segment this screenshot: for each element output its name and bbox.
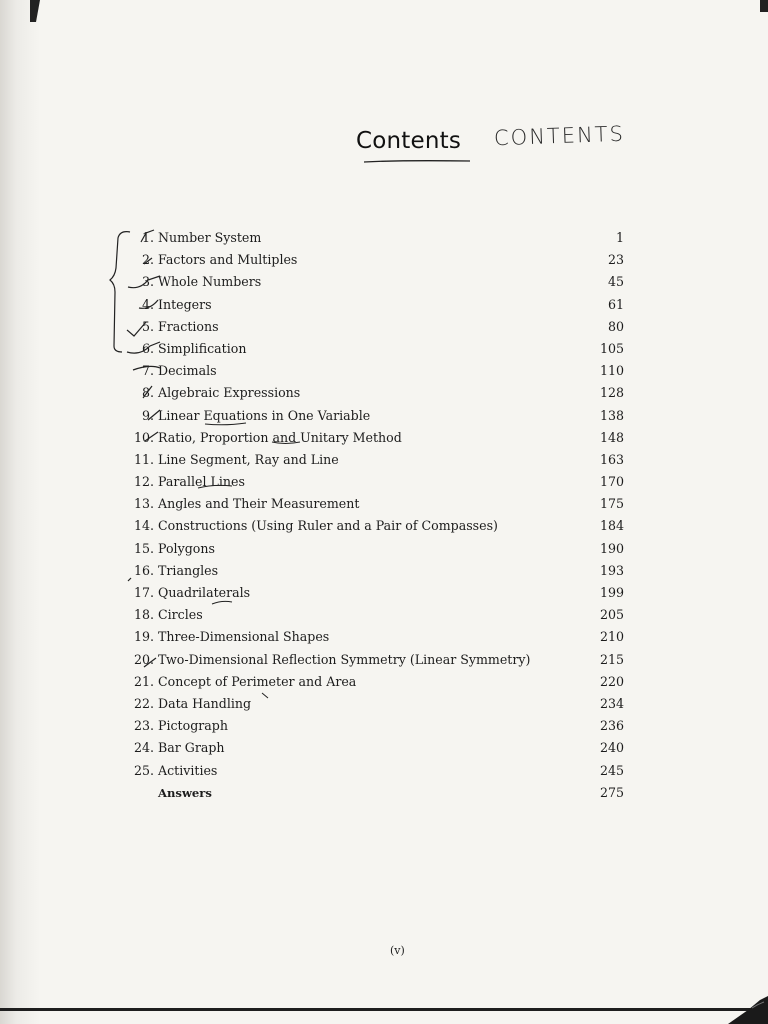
toc-num: 16. [133, 562, 154, 578]
page-corner-top-right [760, 0, 768, 12]
toc-page: 138 [599, 407, 624, 423]
toc-title: Quadrilaterals [158, 585, 251, 600]
page-bottom-edge [0, 1008, 768, 1011]
toc-num: 17. [133, 585, 154, 600]
toc-row [124, 782, 624, 804]
toc-row [124, 760, 624, 782]
toc-num: 12. [133, 474, 154, 490]
toc-num: 19. [133, 629, 154, 645]
toc-row [124, 582, 624, 604]
toc-num: 23. [133, 718, 154, 734]
toc-page: 184 [599, 518, 624, 534]
toc-title: Bar Graph [158, 740, 225, 756]
toc-title: Circles [158, 607, 203, 623]
toc-page: 170 [599, 474, 624, 490]
toc-page: 163 [599, 451, 624, 467]
toc-title: Three-Dimensional Shapes [158, 629, 330, 645]
toc-title: Pictograph [158, 718, 228, 734]
toc-row [124, 693, 624, 715]
toc-page: 210 [599, 629, 624, 645]
toc-row [124, 227, 624, 249]
toc-page: 275 [599, 784, 624, 800]
toc-title: Number System [158, 230, 262, 245]
page-left-edge-shadow [0, 0, 40, 1024]
toc-title: Simplification [158, 340, 247, 356]
toc-num: 24. [133, 740, 154, 756]
toc-num: 20. [133, 651, 154, 667]
toc-title: Factors and Multiples [158, 252, 298, 268]
toc-num: 5. [141, 318, 154, 334]
toc-page: 240 [599, 740, 624, 756]
toc-page: 193 [599, 562, 624, 578]
toc-title: Decimals [158, 363, 217, 379]
toc-title: Linear Equations in One Variable [158, 407, 371, 423]
toc-page: 236 [599, 718, 624, 734]
toc-num: 14. [133, 518, 154, 534]
toc-page: 220 [599, 673, 624, 689]
toc-row [124, 604, 624, 626]
table-of-contents [124, 227, 624, 804]
toc-row [124, 294, 624, 316]
toc-title: Line Segment, Ray and Line [158, 451, 339, 467]
toc-row [124, 316, 624, 338]
toc-page: 110 [599, 363, 624, 379]
toc-num: 15. [133, 540, 154, 556]
toc-row [124, 671, 624, 693]
toc-num: 1. [141, 230, 154, 245]
toc-page: 205 [599, 607, 624, 623]
toc-row [124, 493, 624, 515]
toc-num: 22. [133, 695, 154, 711]
toc-num: 21. [133, 673, 154, 689]
toc-page: 1 [615, 230, 624, 245]
toc-row [124, 249, 624, 271]
toc-row [124, 338, 624, 360]
toc-title: Constructions (Using Ruler and a Pair of Compasses) [158, 518, 498, 534]
page-title: Contents [356, 128, 462, 154]
toc-title: Fractions [158, 318, 219, 334]
toc-num: 9. [141, 407, 154, 423]
ink-blot-icon [708, 994, 768, 1024]
toc-title: Algebraic Expressions [158, 385, 301, 401]
toc-row [124, 649, 624, 671]
toc-num: 7. [141, 363, 154, 379]
toc-page: 234 [599, 695, 624, 711]
toc-title: Two-Dimensional Reflection Symmetry (Linear Symmetry) [158, 651, 531, 667]
toc-row [124, 360, 624, 382]
toc-title: Polygons [158, 540, 215, 556]
toc-row [124, 626, 624, 648]
toc-page: 23 [607, 252, 624, 268]
toc-row [124, 560, 624, 582]
toc-title: Answers [158, 785, 212, 800]
toc-num: 2. [141, 252, 154, 268]
toc-title: Triangles [158, 562, 219, 578]
toc-title: Parallel Lines [158, 474, 245, 490]
toc-page: 245 [599, 762, 624, 778]
toc-page: 148 [599, 429, 624, 445]
handwritten-title: CONTENTS [493, 121, 626, 151]
toc-num: 3. [141, 274, 154, 290]
toc-num: 4. [141, 296, 154, 312]
toc-title: Whole Numbers [158, 274, 262, 290]
toc-num: 8. [141, 385, 154, 401]
toc-title: Activities [158, 762, 218, 778]
toc-title: Ratio, Proportion and Unitary Method [158, 429, 402, 445]
toc-page: 175 [599, 496, 624, 512]
toc-page: 199 [599, 585, 624, 600]
toc-page: 190 [599, 540, 624, 556]
toc-title: Integers [158, 296, 212, 312]
toc-row [124, 382, 624, 404]
toc-num: 25. [133, 762, 154, 778]
toc-page: 105 [599, 340, 624, 356]
page-number-footer: (v) [390, 944, 405, 957]
toc-title: Data Handling [158, 695, 252, 711]
toc-page: 80 [607, 318, 624, 334]
toc-row [124, 271, 624, 293]
toc-title: Angles and Their Measurement [158, 496, 360, 512]
toc-num: 10. [133, 429, 154, 445]
toc-num: 6. [141, 340, 154, 356]
toc-row [124, 405, 624, 427]
toc-row [124, 737, 624, 759]
toc-row [124, 449, 624, 471]
toc-page: 128 [599, 385, 624, 401]
toc-row [124, 715, 624, 737]
toc-row [124, 427, 624, 449]
handwritten-underline [363, 158, 471, 164]
toc-page: 215 [599, 651, 624, 667]
toc-row [124, 538, 624, 560]
toc-row [124, 471, 624, 493]
toc-title: Concept of Perimeter and Area [158, 673, 357, 689]
toc-page: 61 [607, 296, 624, 312]
toc-num: 11. [133, 451, 154, 467]
toc-page: 45 [607, 274, 624, 290]
toc-num: 18. [133, 607, 154, 623]
toc-num: 13. [133, 496, 154, 512]
toc-row [124, 515, 624, 537]
